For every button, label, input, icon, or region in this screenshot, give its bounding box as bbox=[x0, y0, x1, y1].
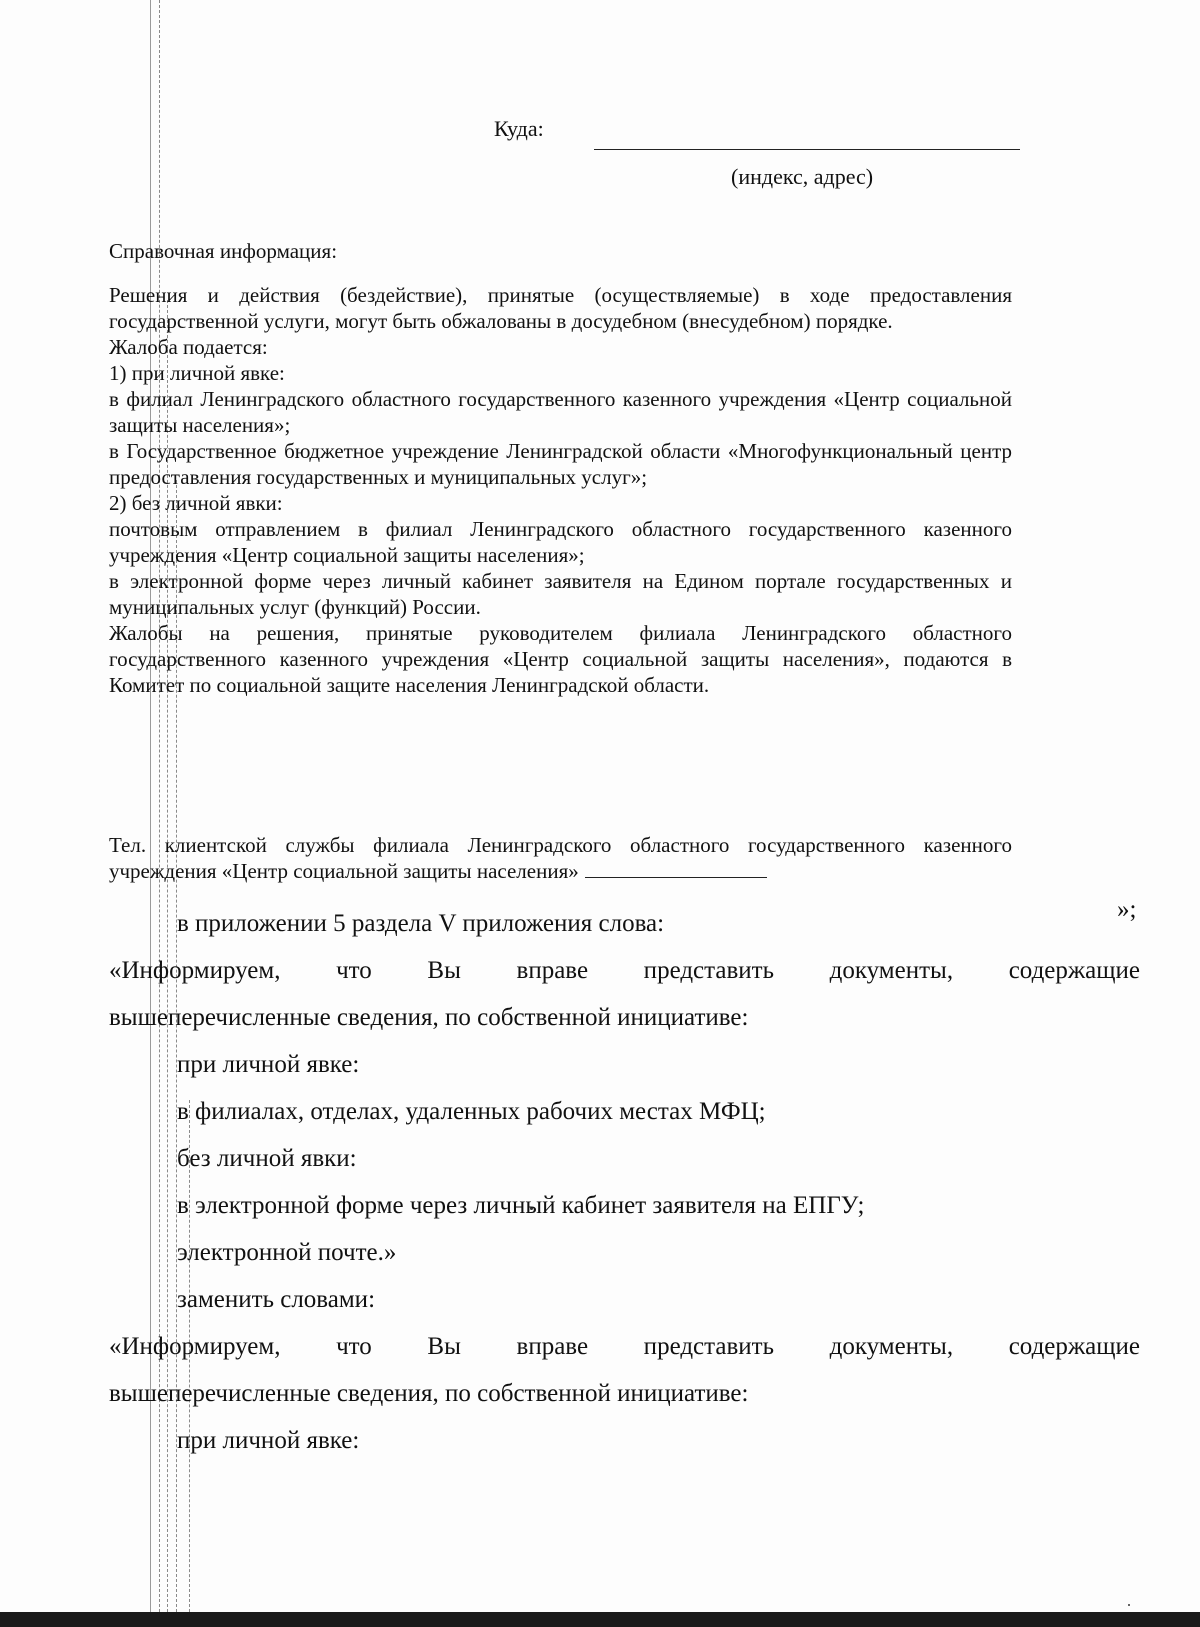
reference-paragraph: Жалоба подается: bbox=[109, 335, 268, 359]
reference-paragraph: в Государственное бюджетное учреждение Ленинградской области «Многофункциональный центр предоставления государственных и муниципальных услуг»; bbox=[109, 439, 1012, 489]
reference-paragraph: почтовым отправлением в филиал Ленинградского областного государственного казенного учреждения «Центр социальной защиты населения»; bbox=[109, 517, 1012, 567]
reference-paragraph: Жалобы на решения, принятые руководителем филиала Ленинградского областного государственного казенного учреждения «Центр социальной защиты населения», подаются в Комитет по социальной защите населения Ленинградской области. bbox=[109, 621, 1012, 697]
destination-hint: (индекс, адрес) bbox=[731, 164, 874, 189]
body-line: в филиалах, отделах, удаленных рабочих местах МФЦ; bbox=[177, 1098, 766, 1125]
reference-title: Справочная информация: bbox=[109, 239, 338, 263]
scan-speck bbox=[1128, 1604, 1130, 1606]
destination-label: Куда: bbox=[494, 116, 544, 141]
body-line: вышеперечисленные сведения, по собственной инициативе: bbox=[109, 1004, 749, 1031]
destination-blank-line bbox=[594, 149, 1020, 150]
body-line: без личной явки: bbox=[177, 1145, 357, 1172]
body-line: вышеперечисленные сведения, по собственной инициативе: bbox=[109, 1380, 749, 1407]
reference-paragraph: в электронной форме через личный кабинет заявителя на Едином портале государственных и муниципальных услуг (функций) России. bbox=[109, 569, 1012, 619]
phone-info-paragraph bbox=[109, 832, 1012, 884]
scan-bottom-edge bbox=[0, 1612, 1200, 1627]
reference-paragraph: в филиал Ленинградского областного государственного казенного учреждения «Центр социальной защиты населения»; bbox=[109, 387, 1012, 437]
body-line: в приложении 5 раздела V приложения слова: bbox=[177, 910, 665, 937]
body-line: заменить словами: bbox=[177, 1286, 376, 1313]
body-line: при личной явке: bbox=[177, 1427, 360, 1454]
reference-paragraph: 1) при личной явке: bbox=[109, 361, 285, 385]
closing-quote: »; bbox=[1117, 896, 1137, 923]
reference-paragraph: Решения и действия (бездействие), принятые (осуществляемые) в ходе предоставления государственной услуги, могут быть обжалованы в досудебном (внесудебном) порядке. bbox=[109, 283, 1012, 333]
reference-body bbox=[109, 282, 1012, 698]
body-line: «Информируем, что Вы вправе представить документы, содержащие bbox=[109, 957, 1140, 984]
body-line: «Информируем, что Вы вправе представить документы, содержащие bbox=[109, 1333, 1140, 1360]
phone-blank-line bbox=[585, 859, 767, 878]
phone-info-text: Тел. клиентской службы филиала Ленинградского областного государственного казенного учреждения «Центр социальной защиты населения» bbox=[109, 833, 1012, 883]
reference-paragraph: 2) без личной явки: bbox=[109, 491, 283, 515]
body-line: при личной явке: bbox=[177, 1051, 360, 1078]
body-line: электронной почте.» bbox=[177, 1239, 397, 1266]
phone-info bbox=[109, 832, 1012, 884]
body-line: в электронной форме через личный кабинет заявителя на ЕПГУ; bbox=[177, 1192, 865, 1219]
